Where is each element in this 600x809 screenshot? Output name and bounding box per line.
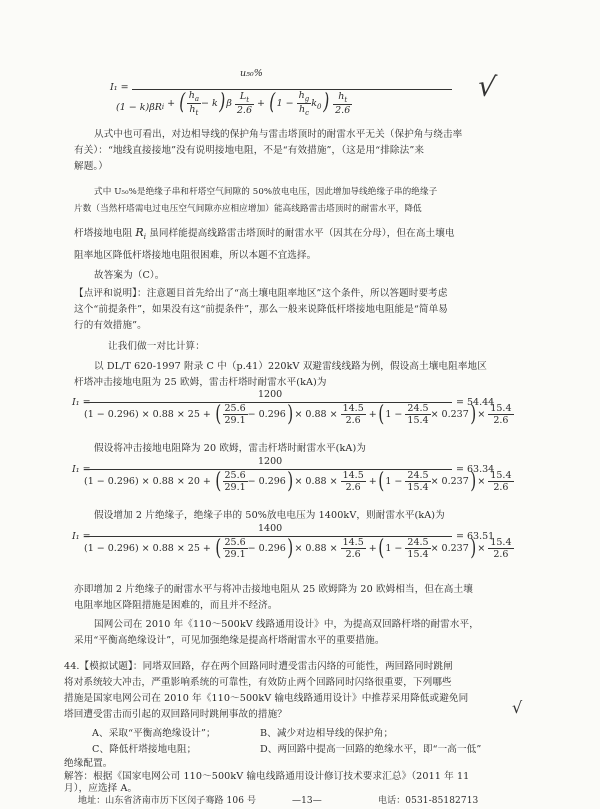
calc3-lhs: I₁ =	[72, 531, 91, 542]
calc2-intro: 假设将冲击接地电阻降为 20 欧姆，雷击杆塔时耐雷水平(kA)为	[94, 443, 366, 454]
calc3-result: = 63.51	[456, 531, 495, 542]
para2-line2: 片数（当然杆塔需电过电压空气间隙亦应相应增加）能高线路雷击塔顶时的耐雷水平，降低	[74, 204, 422, 214]
footer-phone: 电话：0531-85182713	[378, 796, 479, 806]
compare-intro: 让我们做一对比计算：	[108, 341, 205, 352]
comment-line1: 【点评和说明】：注意题目首先给出了“高土壤电阻率地区”这个条件，所以答题时要考虑	[74, 288, 448, 299]
statement-line2: 采用“平衡高绝缘设计”，可见加强绝缘是提高杆塔耐雷水平的重要措施。	[74, 635, 385, 646]
formula-denominator: $(1 - k)\beta R_i$ + ( $\frac{h_a}{h_t}$ − k)β $\frac{L_t}{2.6}$ + (1 − $\frac{h_g}{h_c}$ $k_0$) $\frac{h_t}{2.6}$	[116, 90, 351, 117]
option-a: A、采取“平衡高绝缘设计”；	[92, 728, 216, 739]
calc3-numerator: 1400	[258, 523, 283, 534]
statement-line1: 国网公司在 2010 年《110～500kV 线路通用设计》中，为提高双回路杆塔的耐雷水平，	[94, 619, 479, 630]
option-d-cont: 绝缘配置。	[64, 758, 113, 769]
calc2-result: = 63.34	[456, 464, 495, 475]
calc-intro-line1: 以 DL/T 620-1997 附录 C 中（p.41）220kV 双避雷线线路为例，假设高土壤电阻率地区	[94, 361, 487, 372]
conclusion-line2: 电阻率地区降阻措施是困难的，而且并不经济。	[74, 600, 278, 611]
para1-line2: 有关）：“地线直接接地”没有说明接地电阻，不是“有效措施”，（这是用“排除法”来	[74, 145, 425, 156]
calc1-numerator: 1200	[258, 389, 283, 400]
option-b: B、减少对边相导线的保护角；	[260, 728, 394, 739]
q44-line4: 塔回遭受雷击而引起的双回路同时跳闸事故的措施？	[64, 709, 287, 720]
para2-line4: 阻率地区降低杆塔接地电阻很困难，所以本题不宜选择。	[74, 250, 317, 261]
q44-line3: 措施是国家电网公司在 2010 年《110～500kV 输电线路通用设计》中推荐采用降低或避免同	[64, 693, 469, 704]
comment-line3: 行的有效措施”。	[74, 320, 147, 331]
q44-line1: 44.【模拟试题】：同塔双回路，存在两个回路同时遭受雷击闪络的可能性，两回路同时跳闸	[64, 661, 453, 672]
solution-line1: 解答：根据《国家电网公司 110～500kV 输电线路通用设计修订技术要求汇总》（2011 年 11	[64, 771, 470, 782]
calc3-intro: 假设增加 2 片绝缘子，绝缘子串的 50%放电电压为 1400kV，则耐雷水平(kA)为	[94, 510, 445, 521]
calc3-denominator: (1 − 0.296) × 0.88 × 25 + ( $\frac{25.6}{29.1}$ − 0.296)× 0.88 × $\frac{14.5}{2.6}$ +(1 − $\frac{24.5}{15.4}$ × 0.237)× $\frac{15.4}{2.6}$	[84, 535, 512, 561]
calc-intro-line2: 杆塔冲击接地电阻为 25 欧姆，雷击杆塔时耐雷水平(kA)为	[74, 377, 327, 388]
answer-line: 故答案为（C）。	[94, 270, 165, 281]
check-mark-icon: √	[475, 68, 499, 105]
footer-page-number: —13—	[292, 796, 322, 806]
calc3-formula	[70, 523, 560, 573]
para2-line1: 式中 U₅₀%是绝缘子串和杆塔空气间隙的 50%放电电压，因此增加导线绝缘子串的绝缘子	[94, 187, 438, 197]
option-c: C、降低杆塔接地电阻；	[92, 744, 197, 755]
calc2-lhs: I₁ =	[72, 464, 91, 475]
calc1-formula	[70, 389, 560, 439]
para1-line1: 从式中也可看出，对边相导线的保护角与雷击塔顶时的耐雷水平无关（保护角与绕击率	[94, 129, 463, 140]
calc1-denominator: (1 − 0.296) × 0.88 × 25 + ( $\frac{25.6}{29.1}$ − 0.296)× 0.88 × $\frac{14.5}{2.6}$ +(1 − $\frac{24.5}{15.4}$ × 0.237)× $\frac{15.4}{2.6}$	[84, 401, 512, 427]
para2-line3: 杆塔接地电阻 $R_i$ 虽同样能提高线路雷击塔顶时的耐雷水平（因其在分母），但在高土壤电	[74, 226, 455, 241]
conclusion-line1: 亦即增加 2 片绝缘子的耐雷水平与将冲击接地电阻从 25 欧姆降为 20 欧姆相当，但在高土壤	[74, 584, 473, 595]
q44-line2: 将对系统较大冲击，严重影响系统的可靠性，有效防止两个回路同时闪络很重要，下列哪些	[64, 677, 452, 688]
option-d: D、两回路中提高一回路的绝缘水平，即“一高一低”	[260, 744, 482, 755]
formula-numerator: u₅₀%	[240, 68, 263, 79]
check-mark-icon: √	[512, 698, 523, 717]
calc1-result: = 54.44	[456, 397, 495, 408]
comment-line2: 这个“前提条件”，如果没有这“前提条件”，那么一般来说降低杆塔接地电阻能是“简单易	[74, 304, 448, 315]
para1-line3: 解题。）	[74, 161, 108, 172]
solution-line2: 月），应选择 A。	[64, 783, 138, 794]
general-formula	[110, 68, 510, 118]
calc1-lhs: I₁ =	[72, 397, 91, 408]
calc2-denominator: (1 − 0.296) × 0.88 × 20 + ( $\frac{25.6}{29.1}$ − 0.296)× 0.88 × $\frac{14.5}{2.6}$ +(1 − $\frac{24.5}{15.4}$ × 0.237)× $\frac{15.4}{2.6}$	[84, 468, 512, 494]
footer-address: 地址：山东省济南市历下区闵子骞路 106 号	[78, 796, 257, 806]
calc2-numerator: 1200	[258, 456, 283, 467]
formula-lhs: I₁ =	[110, 82, 129, 93]
calc2-formula	[70, 456, 560, 506]
